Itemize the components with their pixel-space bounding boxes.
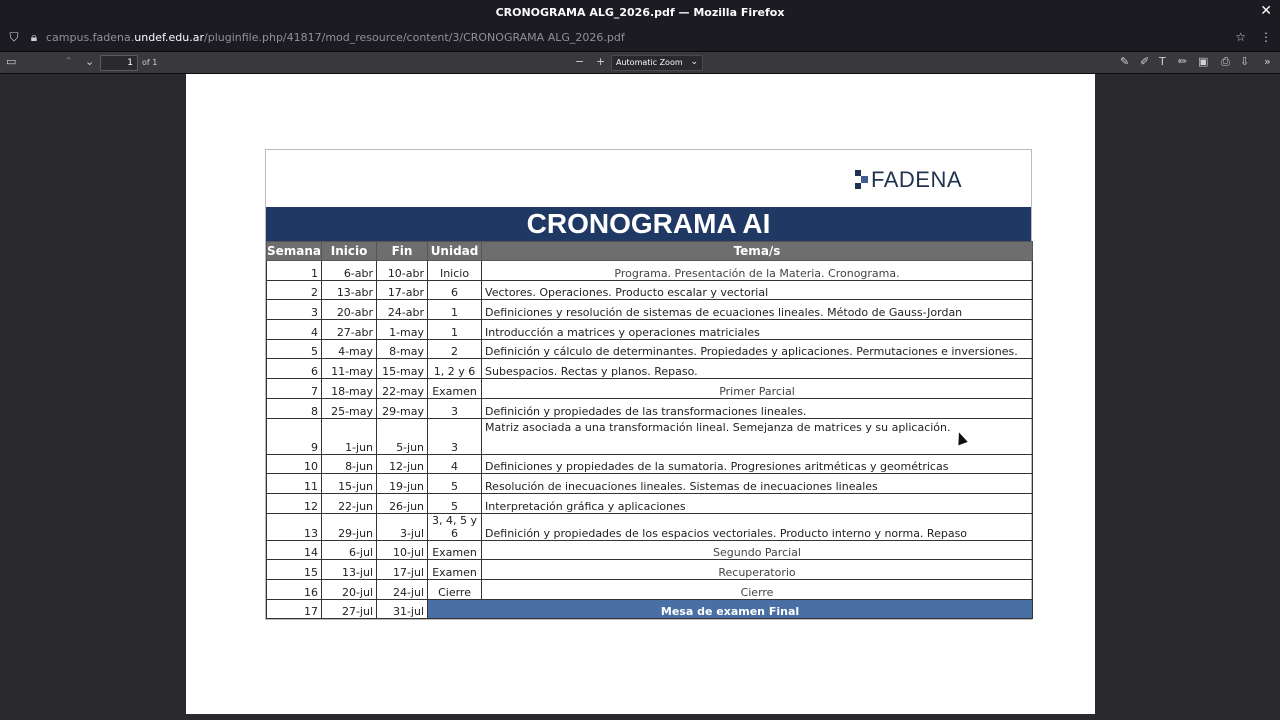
cell-fin: 8-may: [377, 339, 428, 359]
previous-page-icon[interactable]: ⌃: [64, 55, 74, 68]
logo-area: [266, 150, 1031, 207]
cell-semana: 4: [267, 320, 322, 340]
cell-semana: 16: [267, 579, 322, 599]
cell-tema: Definiciones y propiedades de la sumatoria. Progresiones aritméticas y geométricas: [482, 454, 1033, 474]
table-row-final: [267, 599, 1033, 619]
header-tema: Tema/s: [482, 242, 1033, 261]
cell-tema: Programa. Presentación de la Materia. Cronograma.: [482, 261, 1033, 281]
cell-unidad: 6: [428, 280, 482, 300]
table-row: [267, 359, 1033, 379]
header-unidad: Unidad: [428, 242, 482, 261]
table-row: [267, 474, 1033, 494]
cell-unidad: 1: [428, 300, 482, 320]
table-row: [267, 454, 1033, 474]
document-title: CRONOGRAMA AI: [266, 207, 1031, 241]
highlight-icon[interactable]: ✐: [1140, 55, 1150, 68]
cell-tema: Recuperatorio: [482, 560, 1033, 580]
header-inicio: Inicio: [322, 242, 377, 261]
cell-unidad: 3: [428, 418, 482, 454]
url-bar: [0, 24, 1280, 52]
shield-icon[interactable]: ⛉: [9, 30, 19, 44]
cell-fin: 10-jul: [377, 540, 428, 560]
cell-tema: Cierre: [482, 579, 1033, 599]
cell-inicio: 18-may: [322, 379, 377, 399]
cell-semana: 1: [267, 261, 322, 281]
schedule-sheet: [265, 149, 1032, 620]
save-icon[interactable]: ⇩: [1240, 55, 1250, 68]
cell-unidad: Examen: [428, 540, 482, 560]
cell-tema: Definición y cálculo de determinantes. Propiedades y aplicaciones. Permutaciones e inversiones.: [482, 339, 1033, 359]
bookmark-star-icon[interactable]: ☆: [1235, 30, 1246, 44]
more-tools-icon[interactable]: »: [1264, 55, 1271, 68]
cell-tema: Definición y propiedades de los espacios vectoriales. Producto interno y norma. Repaso: [482, 513, 1033, 540]
cell-unidad: Examen: [428, 560, 482, 580]
table-row: [267, 579, 1033, 599]
cell-unidad: 2: [428, 339, 482, 359]
chevron-down-icon: ⌄: [690, 57, 698, 67]
cell-semana: 9: [267, 418, 322, 454]
url-host: undef.edu.ar: [134, 31, 205, 44]
cell-fin: 31-jul: [377, 599, 428, 619]
cell-semana: 14: [267, 540, 322, 560]
schedule-table: [266, 241, 1033, 619]
cell-tema: Primer Parcial: [482, 379, 1033, 399]
cell-fin: 29-may: [377, 398, 428, 418]
cell-fin: 5-jun: [377, 418, 428, 454]
cell-semana: 17: [267, 599, 322, 619]
cell-fin: 22-may: [377, 379, 428, 399]
cell-semana: 5: [267, 339, 322, 359]
cell-inicio: 20-jul: [322, 579, 377, 599]
logo-mark-icon: [855, 170, 869, 190]
page-number-input[interactable]: 1: [100, 55, 138, 71]
window-title: CRONOGRAMA ALG_2026.pdf — Mozilla Firefox: [495, 5, 785, 19]
cell-inicio: 15-jun: [322, 474, 377, 494]
cell-fin: 26-jun: [377, 493, 428, 513]
sidebar-toggle-icon[interactable]: ▭: [6, 55, 17, 68]
cell-semana: 6: [267, 359, 322, 379]
cell-inicio: 6-jul: [322, 540, 377, 560]
table-header-row: [267, 242, 1033, 261]
table-row: [267, 339, 1033, 359]
cell-fin: 17-jul: [377, 560, 428, 580]
cell-inicio: 13-abr: [322, 280, 377, 300]
cell-tema: Definición y propiedades de las transformaciones lineales.: [482, 398, 1033, 418]
table-row: [267, 261, 1033, 281]
cell-fin: 1-may: [377, 320, 428, 340]
cell-inicio: 1-jun: [322, 418, 377, 454]
table-row: [267, 320, 1033, 340]
url-prefix: campus.fadena.: [46, 31, 135, 44]
cell-inicio: 4-may: [322, 339, 377, 359]
image-icon[interactable]: ▣: [1198, 55, 1209, 68]
table-row: [267, 560, 1033, 580]
form-edit-icon[interactable]: ✎: [1120, 55, 1130, 68]
close-icon[interactable]: ✕: [1260, 3, 1272, 19]
cell-fin: 19-jun: [377, 474, 428, 494]
cell-fin: 15-may: [377, 359, 428, 379]
final-exam-cell: Mesa de examen Final: [428, 599, 1033, 619]
draw-icon[interactable]: ✏: [1178, 55, 1188, 68]
zoom-select[interactable]: [611, 55, 703, 71]
cell-semana: 8: [267, 398, 322, 418]
table-row: [267, 280, 1033, 300]
lock-icon[interactable]: 🔒︎: [30, 30, 38, 44]
table-row: [267, 540, 1033, 560]
cell-unidad: 4: [428, 454, 482, 474]
cell-semana: 15: [267, 560, 322, 580]
cell-inicio: 11-may: [322, 359, 377, 379]
cell-inicio: 20-abr: [322, 300, 377, 320]
cell-tema: Matriz asociada a una transformación lineal. Semejanza de matrices y su aplicación.: [482, 418, 1033, 454]
zoom-in-icon[interactable]: +: [596, 55, 606, 68]
table-row: [267, 379, 1033, 399]
url-field[interactable]: [46, 31, 625, 44]
cell-inicio: 27-jul: [322, 599, 377, 619]
cell-unidad: 5: [428, 474, 482, 494]
window-titlebar: [0, 0, 1280, 24]
cell-fin: 24-abr: [377, 300, 428, 320]
cell-unidad: 3, 4, 5 y 6: [428, 513, 482, 540]
cell-fin: 10-abr: [377, 261, 428, 281]
cell-semana: 3: [267, 300, 322, 320]
zoom-out-icon[interactable]: −: [575, 55, 585, 68]
table-row: [267, 398, 1033, 418]
cell-inicio: 22-jun: [322, 493, 377, 513]
pdf-page: [186, 74, 1095, 714]
url-path: /pluginfile.php/41817/mod_resource/content/3/CRONOGRAMA ALG_2026.pdf: [204, 31, 625, 44]
cell-semana: 2: [267, 280, 322, 300]
cell-inicio: 13-jul: [322, 560, 377, 580]
cell-inicio: 8-jun: [322, 454, 377, 474]
page-count: of 1: [142, 58, 158, 67]
cell-semana: 13: [267, 513, 322, 540]
cell-tema: Introducción a matrices y operaciones matriciales: [482, 320, 1033, 340]
pdf-viewer[interactable]: [0, 74, 1280, 720]
cell-unidad: Examen: [428, 379, 482, 399]
menu-icon[interactable]: ⋮: [1260, 30, 1272, 44]
cell-inicio: 25-may: [322, 398, 377, 418]
cell-tema: Segundo Parcial: [482, 540, 1033, 560]
cell-fin: 12-jun: [377, 454, 428, 474]
zoom-value: Automatic Zoom: [616, 58, 683, 67]
cell-unidad: Cierre: [428, 579, 482, 599]
cell-semana: 11: [267, 474, 322, 494]
text-icon[interactable]: T: [1159, 55, 1166, 68]
fadena-logo: [855, 167, 962, 193]
cell-unidad: 5: [428, 493, 482, 513]
header-semana: Semana: [267, 242, 322, 261]
header-fin: Fin: [377, 242, 428, 261]
table-row: [267, 418, 1033, 454]
cell-fin: 3-jul: [377, 513, 428, 540]
cell-unidad: 3: [428, 398, 482, 418]
cell-unidad: 1: [428, 320, 482, 340]
cell-tema: Definiciones y resolución de sistemas de ecuaciones lineales. Método de Gauss-Jordan: [482, 300, 1033, 320]
table-row: [267, 300, 1033, 320]
cell-inicio: 6-abr: [322, 261, 377, 281]
cell-inicio: 27-abr: [322, 320, 377, 340]
cell-tema: Subespacios. Rectas y planos. Repaso.: [482, 359, 1033, 379]
logo-text: FADENA: [871, 167, 963, 192]
cell-fin: 17-abr: [377, 280, 428, 300]
cell-fin: 24-jul: [377, 579, 428, 599]
cell-semana: 10: [267, 454, 322, 474]
cell-unidad: 1, 2 y 6: [428, 359, 482, 379]
table-row: [267, 493, 1033, 513]
pdf-toolbar: [0, 52, 1280, 74]
cell-tema: Vectores. Operaciones. Producto escalar y vectorial: [482, 280, 1033, 300]
next-page-icon[interactable]: ⌄: [85, 55, 95, 68]
cell-inicio: 29-jun: [322, 513, 377, 540]
table-row: [267, 513, 1033, 540]
cell-tema: Interpretación gráfica y aplicaciones: [482, 493, 1033, 513]
cell-unidad: Inicio: [428, 261, 482, 281]
cell-semana: 7: [267, 379, 322, 399]
cell-semana: 12: [267, 493, 322, 513]
print-icon[interactable]: ⎙: [1221, 55, 1230, 68]
cell-tema: Resolución de inecuaciones lineales. Sistemas de inecuaciones lineales: [482, 474, 1033, 494]
